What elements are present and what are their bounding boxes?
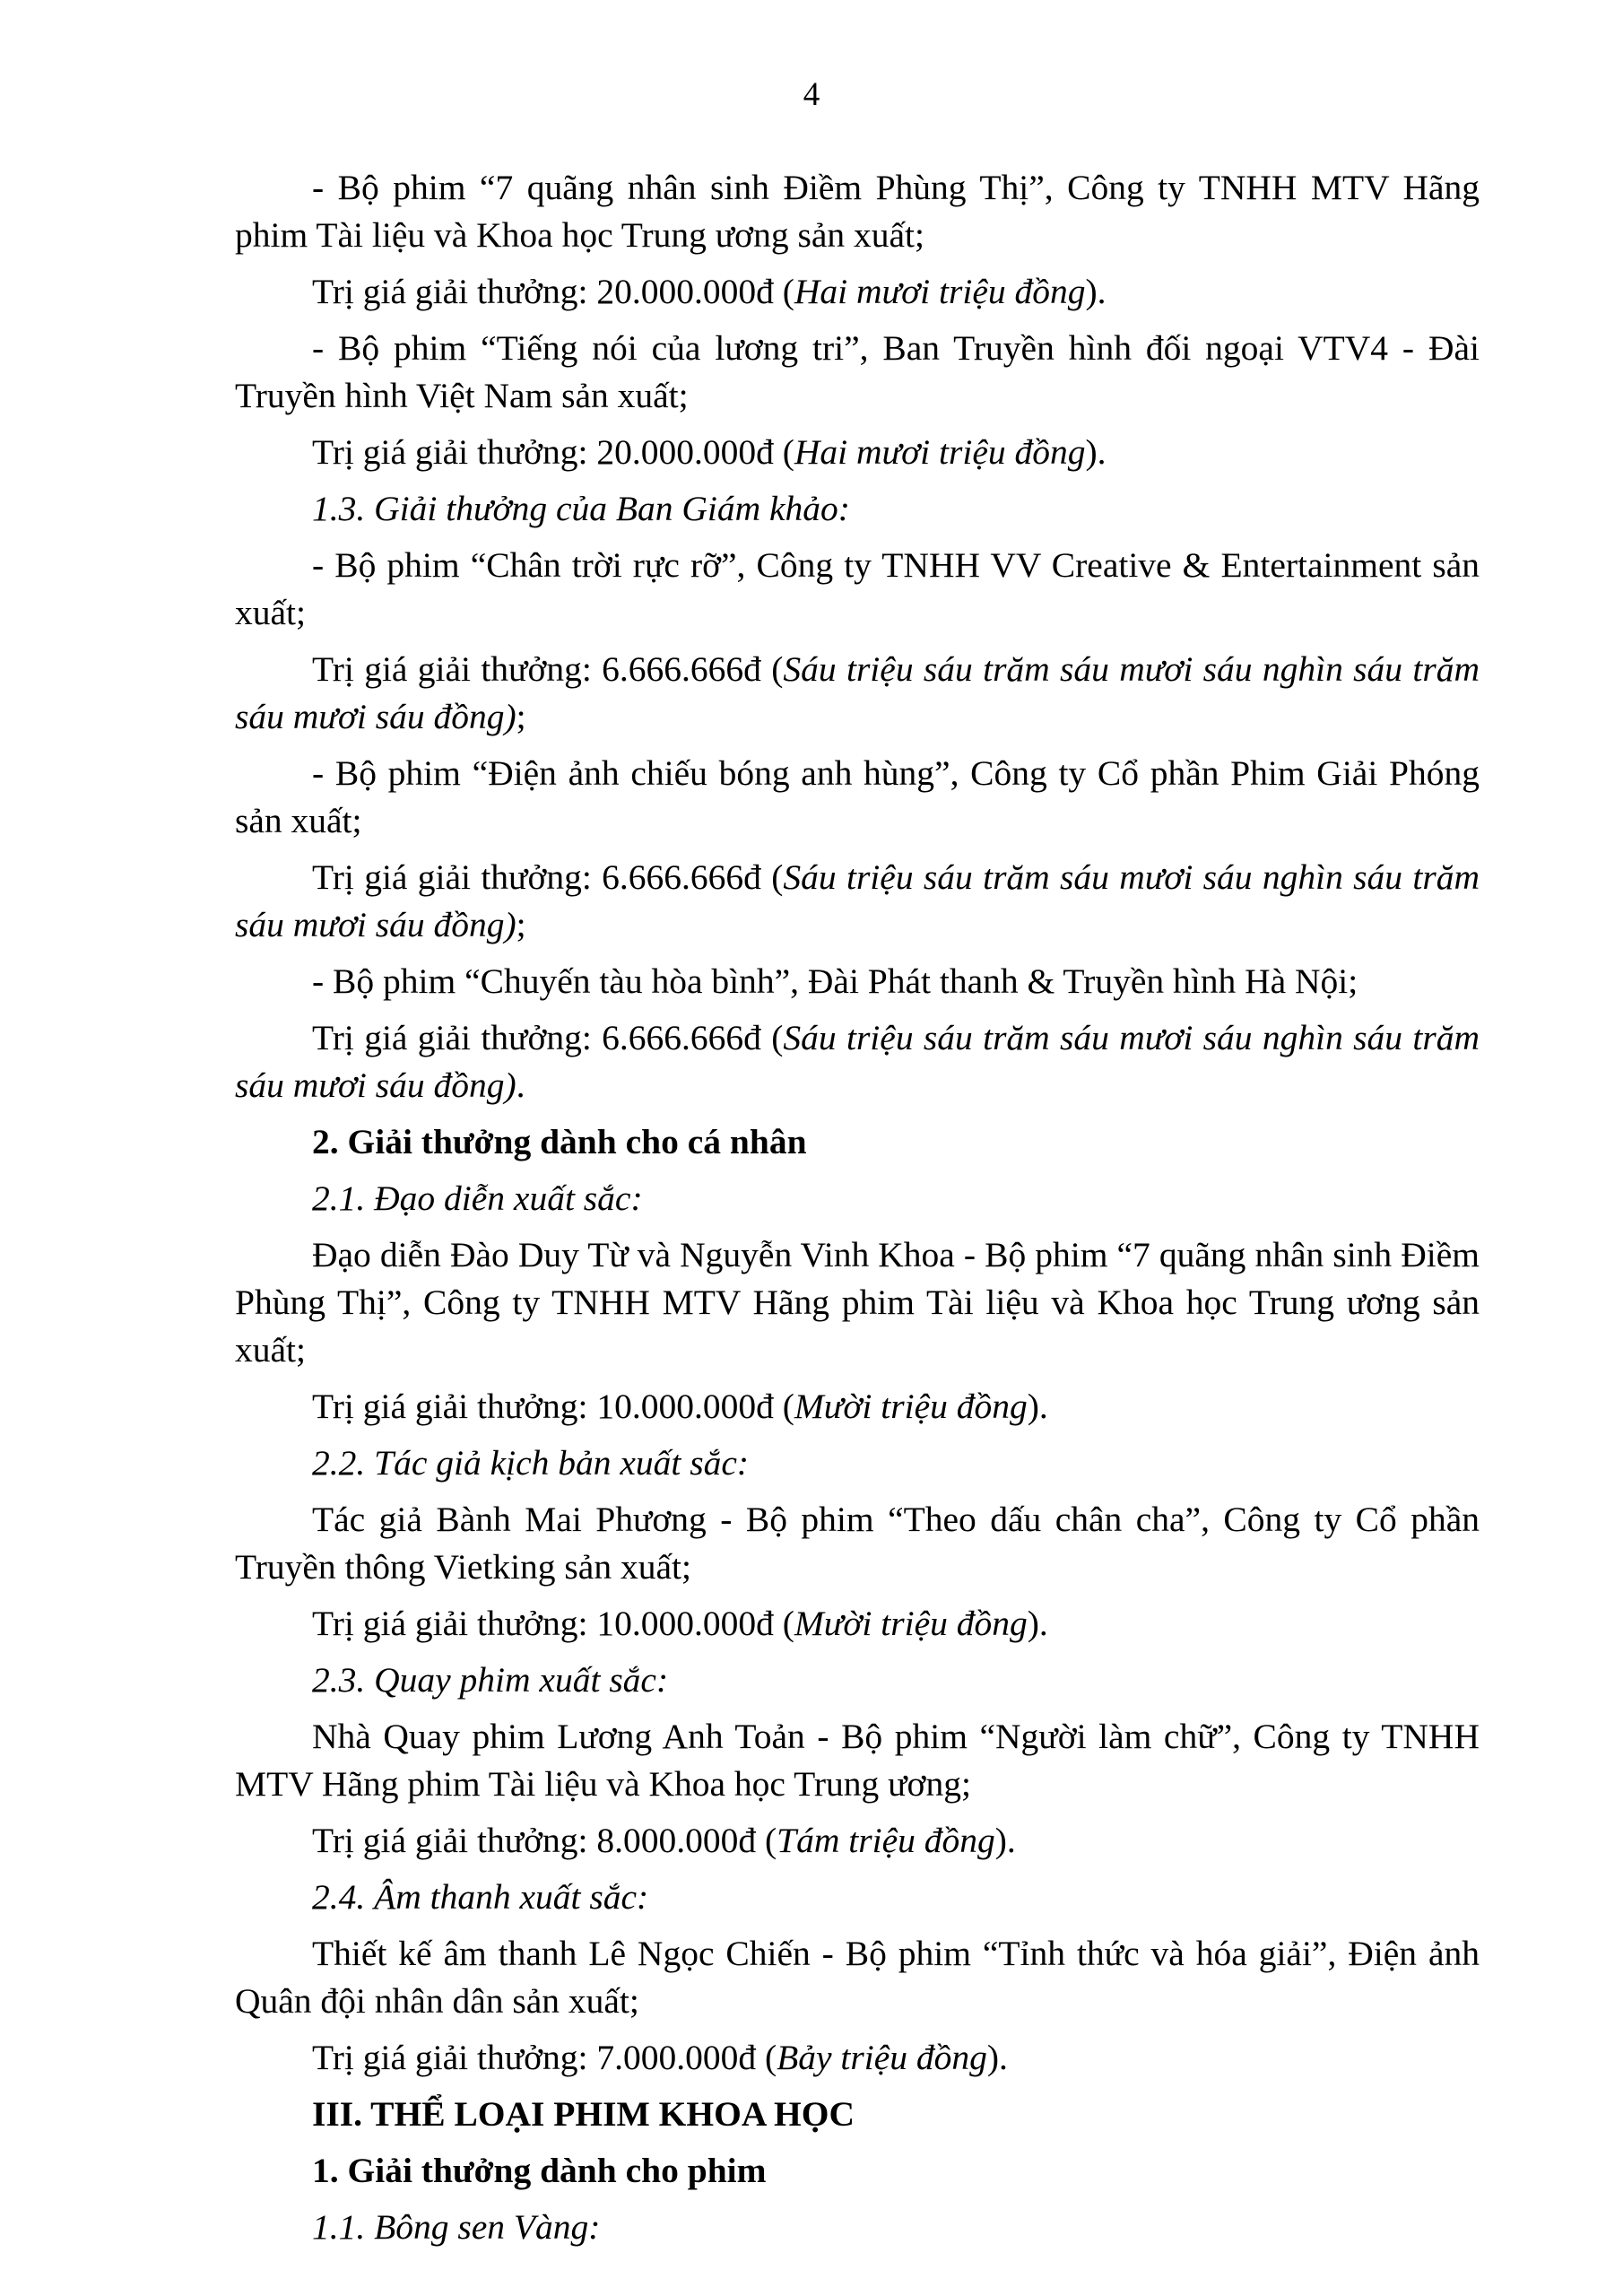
section-heading: 1. Giải thưởng dành cho phim	[312, 2151, 767, 2190]
award-entry-person: Nhà Quay phim Lương Anh Toản - Bộ phim “Người làm chữ”, Công ty TNHH MTV Hãng phim Tài liệu và Khoa học Trung ương;	[235, 1717, 1480, 1804]
prize-value: Trị giá giải thưởng: 6.666.666đ (Sáu triệu sáu trăm sáu mươi sáu nghìn sáu trăm sáu mươi sáu đồng);	[235, 649, 1480, 736]
award-entry-film: - Bộ phim “Chuyến tàu hòa bình”, Đài Phát thanh & Truyền hình Hà Nội;	[312, 961, 1358, 1001]
award-entry-film: - Bộ phim “Tiếng nói của lương tri”, Ban Truyền hình đối ngoại VTV4 - Đài Truyền hình Việt Nam sản xuất;	[235, 328, 1480, 415]
award-entry-film: - Bộ phim “Điện ảnh chiếu bóng anh hùng”, Công ty Cổ phần Phim Giải Phóng sản xuất;	[235, 753, 1480, 840]
prize-value: Trị giá giải thưởng: 20.000.000đ (Hai mươi triệu đồng).	[312, 272, 1107, 311]
prize-value: Trị giá giải thưởng: 7.000.000đ (Bảy triệu đồng).	[312, 2038, 1008, 2077]
subsection-heading: 2.2. Tác giả kịch bản xuất sắc:	[312, 1443, 750, 1483]
prize-value: Trị giá giải thưởng: 6.666.666đ (Sáu triệu sáu trăm sáu mươi sáu nghìn sáu trăm sáu mươi sáu đồng);	[235, 857, 1480, 944]
prize-value: Trị giá giải thưởng: 20.000.000đ (Hai mươi triệu đồng).	[312, 432, 1107, 472]
document-body	[235, 164, 1480, 2260]
award-entry-film: - Bộ phim “Chân trời rực rỡ”, Công ty TNHH VV Creative & Entertainment sản xuất;	[235, 545, 1480, 632]
subsection-heading: 2.1. Đạo diễn xuất sắc:	[312, 1178, 643, 1218]
page-number: 4	[803, 76, 820, 113]
subsection-heading: 1.3. Giải thưởng của Ban Giám khảo:	[312, 489, 850, 528]
prize-value: Trị giá giải thưởng: 10.000.000đ (Mười triệu đồng).	[312, 1604, 1048, 1643]
subsection-heading: 1.1. Bông sen Vàng:	[312, 2207, 601, 2247]
section-heading: 2. Giải thưởng dành cho cá nhân	[312, 1122, 807, 1161]
subsection-heading: 2.3. Quay phim xuất sắc:	[312, 1660, 669, 1700]
subsection-heading: 2.4. Âm thanh xuất sắc:	[312, 1877, 649, 1917]
prize-value: Trị giá giải thưởng: 8.000.000đ (Tám triệu đồng).	[312, 1821, 1016, 1860]
award-entry-film: - Bộ phim “7 quãng nhân sinh Điềm Phùng Thị”, Công ty TNHH MTV Hãng phim Tài liệu và Khoa học Trung ương sản xuất;	[235, 168, 1480, 255]
prize-value: Trị giá giải thưởng: 6.666.666đ (Sáu triệu sáu trăm sáu mươi sáu nghìn sáu trăm sáu mươi sáu đồng).	[235, 1018, 1480, 1105]
award-entry-person: Đạo diễn Đào Duy Từ và Nguyễn Vinh Khoa - Bộ phim “7 quãng nhân sinh Điềm Phùng Thị”, Công ty TNHH MTV Hãng phim Tài liệu và Khoa học Trung ương sản xuất;	[235, 1235, 1480, 1370]
prize-value: Trị giá giải thưởng: 10.000.000đ (Mười triệu đồng).	[312, 1387, 1048, 1426]
award-entry-person: Thiết kế âm thanh Lê Ngọc Chiến - Bộ phim “Tỉnh thức và hóa giải”, Điện ảnh Quân đội nhân dân sản xuất;	[235, 1934, 1480, 2021]
section-heading: III. THỂ LOẠI PHIM KHOA HỌC	[312, 2094, 855, 2134]
award-entry-person: Tác giả Bành Mai Phương - Bộ phim “Theo dấu chân cha”, Công ty Cổ phần Truyền thông Vietking sản xuất;	[235, 1500, 1480, 1587]
